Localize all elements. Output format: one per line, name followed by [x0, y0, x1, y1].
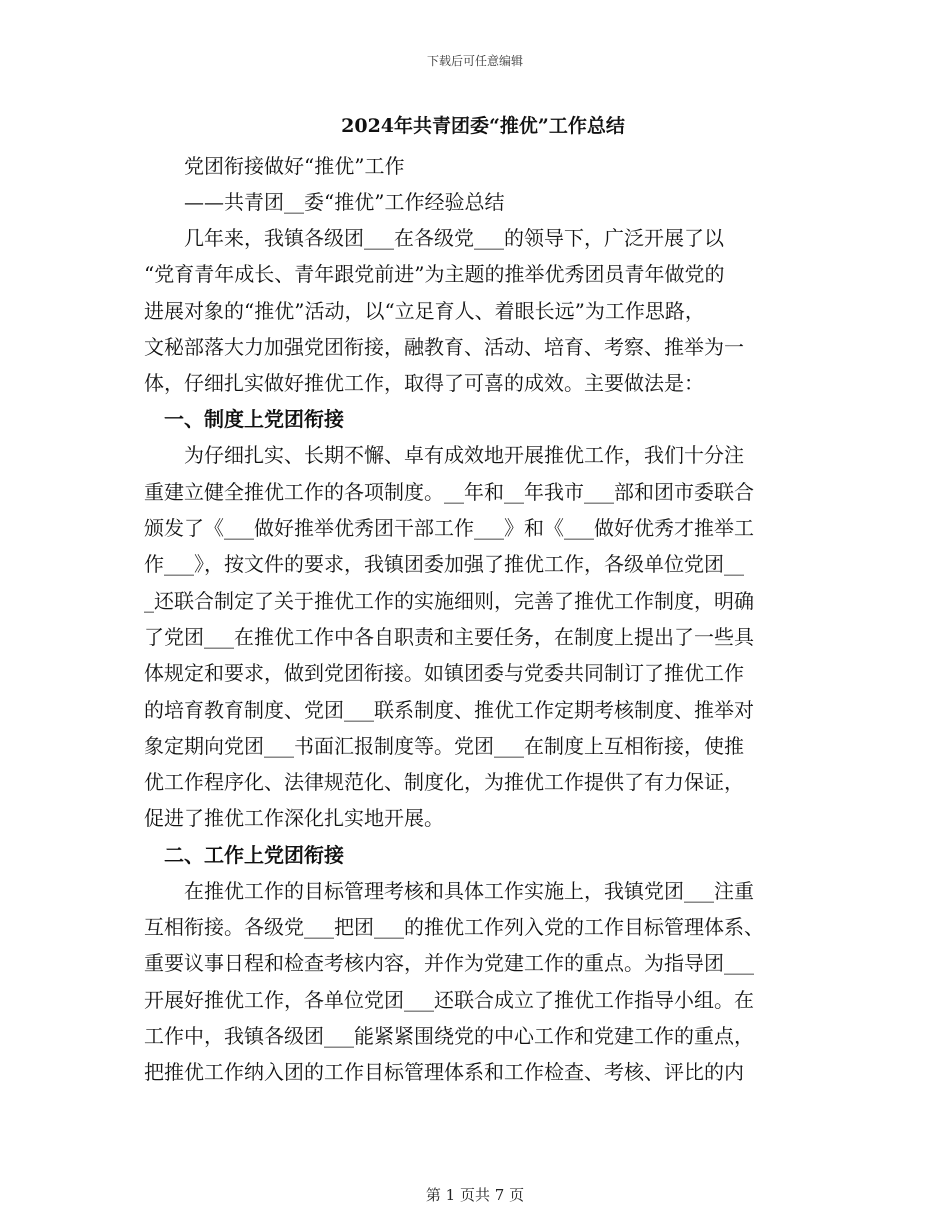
paragraph-line: “党育青年成长、青年跟党前进”为主题的推举优秀团员青年做党的: [144, 262, 725, 287]
paragraph-line: 的培育教育制度、党团___联系制度、推优工作定期考核制度、推举对: [144, 697, 754, 722]
intro-paragraph: [144, 220, 806, 401]
paragraph-line: 开展好推优工作，各单位党团___还联合成立了推优工作指导小组。在: [144, 987, 754, 1012]
page-number-indicator: 第 1 页共 7 页: [425, 1186, 525, 1204]
section-1-paragraph: [144, 437, 806, 836]
paragraph-line: 体规定和要求，做到党团衔接。如镇团委与党委共同制订了推优工作: [144, 661, 744, 686]
paragraph-line: 了党团___在推优工作中各自职责和主要任务，在制度上提出了一些具: [144, 624, 754, 649]
paragraph-line: 把推优工作纳入团的工作目标管理体系和工作检查、考核、评比的内: [144, 1060, 744, 1085]
paragraph-line: 颁发了《___做好推举优秀团干部工作___》和《___做好优秀才推举工: [144, 516, 754, 541]
paragraph-line: 几年来，我镇各级团___在各级党___的领导下，广泛开展了以: [184, 226, 724, 250]
paragraph-line: 重建立健全推优工作的各项制度。__年和__年我市___部和团市委联合: [144, 479, 754, 504]
paragraph-line: 为仔细扎实、长期不懈、卓有成效地开展推优工作，我们十分注: [184, 443, 744, 468]
paragraph-line: 文秘部落大力加强党团衔接，融教育、活动、培育、考察、推举为一: [144, 334, 744, 359]
paragraph-line: 在推优工作的目标管理考核和具体工作实施上，我镇党团___注重: [184, 878, 754, 903]
paragraph-line: 优工作程序化、法律规范化、制度化，为推优工作提供了有力保证，: [144, 770, 744, 795]
paragraph-line: 体，仔细扎实做好推优工作，取得了可喜的成效。主要做法是：: [144, 371, 704, 396]
paragraph-line: 作___》，按文件的要求，我镇团委加强了推优工作，各级单位党团__: [144, 552, 744, 577]
paragraph-line: 工作中，我镇各级团___能紧紧围绕党的中心工作和党建工作的重点，: [144, 1023, 754, 1048]
document-subtitle: 党团衔接做好“推优”工作: [184, 154, 405, 178]
paragraph-line: _还联合制定了关于推优工作的实施细则，完善了推优工作制度，明确: [144, 588, 754, 613]
section-heading-1: 一、制度上党团衔接: [164, 407, 344, 432]
paragraph-line: 进展对象的“推优”活动，以“立足育人、着眼长远”为工作思路，: [144, 298, 705, 323]
page-header-note: 下载后可任意编辑: [426, 54, 523, 68]
paragraph-line: 互相衔接。各级党___把团___的推优工作列入党的工作目标管理体系、: [144, 915, 764, 940]
section-heading-2: 二、工作上党团衔接: [164, 842, 344, 867]
section-2-paragraph: [144, 873, 806, 1091]
document-byline: ——共青团__委“推优”工作经验总结: [184, 190, 505, 214]
paragraph-line: 促进了推优工作深化扎实地开展。: [144, 806, 444, 831]
paragraph-line: 重要议事日程和检查考核内容，并作为党建工作的重点。为指导团___: [144, 951, 754, 976]
paragraph-line: 象定期向党团___书面汇报制度等。党团___在制度上互相衔接，使推: [144, 733, 744, 758]
document-body: [144, 108, 806, 1091]
document-title: 2024年共青团委“推优”工作总结: [341, 115, 625, 137]
